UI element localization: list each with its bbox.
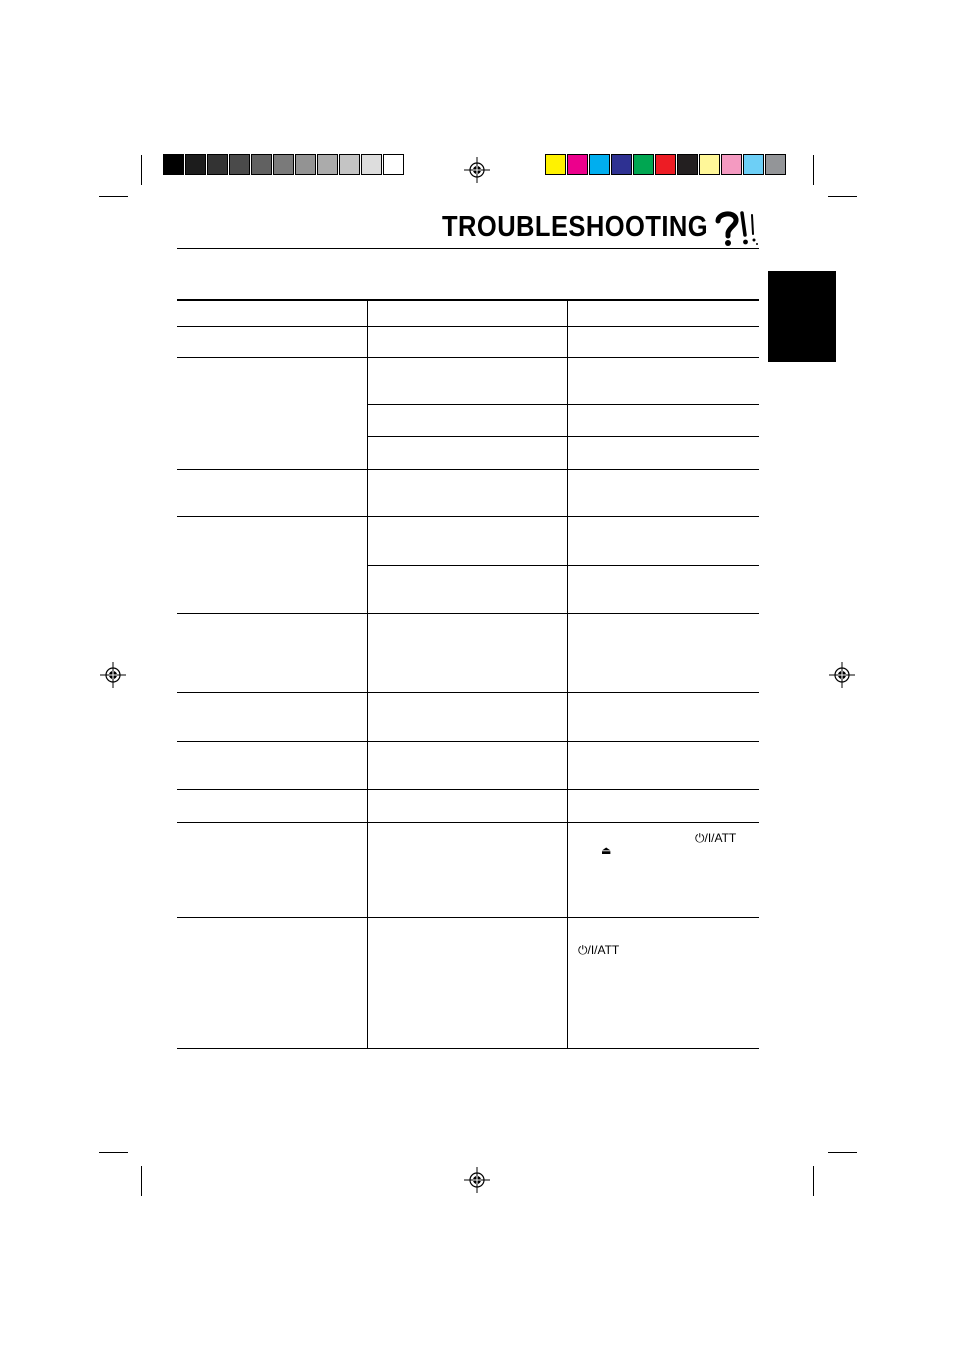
- crop-mark-top-right-h: [828, 196, 857, 197]
- table-row: [177, 326, 759, 327]
- registration-mark-icon: [100, 662, 126, 688]
- color-swatch: [295, 154, 316, 175]
- question-exclamation-icon: [712, 209, 760, 247]
- power-att-symbol: ⏻/I/ATT: [578, 943, 620, 957]
- color-swatch: [383, 154, 404, 175]
- table-bottom-rule: [177, 1048, 759, 1049]
- registration-mark-icon: [464, 1167, 490, 1193]
- table-row: [177, 692, 759, 693]
- table-row: [177, 789, 759, 790]
- color-bar: [545, 154, 787, 175]
- page-title: TROUBLESHOOTING: [442, 211, 709, 243]
- table-header-top-rule: [177, 299, 759, 301]
- table-subrow: [367, 404, 759, 405]
- table-row: [177, 613, 759, 614]
- color-swatch: [339, 154, 360, 175]
- eject-icon: ⏏: [601, 845, 612, 857]
- color-swatch: [207, 154, 228, 175]
- crop-mark-bottom-left-h: [99, 1152, 128, 1153]
- table-row: [177, 822, 759, 823]
- crop-mark-bottom-left-v: [141, 1166, 142, 1196]
- table-subrow: [367, 565, 759, 566]
- color-swatch: [743, 154, 764, 175]
- crop-mark-bottom-right-h: [828, 1152, 857, 1153]
- color-swatch: [721, 154, 742, 175]
- table-row: [177, 357, 759, 358]
- table-column-divider: [567, 300, 568, 1048]
- black-tab-marker: [768, 271, 836, 362]
- grayscale-bar: [163, 154, 405, 175]
- crop-mark-bottom-right-v: [813, 1166, 814, 1196]
- title-rule: [177, 248, 759, 249]
- color-swatch: [765, 154, 786, 175]
- crop-mark-top-left-v: [141, 155, 142, 185]
- color-swatch: [699, 154, 720, 175]
- color-swatch: [545, 154, 566, 175]
- crop-mark-top-right-v: [813, 155, 814, 185]
- registration-mark-icon: [464, 157, 490, 183]
- table-row: [177, 741, 759, 742]
- registration-mark-icon: [829, 662, 855, 688]
- table-column-divider: [367, 300, 368, 1048]
- color-swatch: [567, 154, 588, 175]
- color-swatch: [633, 154, 654, 175]
- color-swatch: [185, 154, 206, 175]
- color-swatch: [655, 154, 676, 175]
- color-swatch: [251, 154, 272, 175]
- table-row: [177, 516, 759, 517]
- table-subrow: [367, 436, 759, 437]
- table-row: [177, 469, 759, 470]
- power-att-symbol: ⏻/I/ATT: [695, 831, 737, 845]
- color-swatch: [589, 154, 610, 175]
- crop-mark-top-left-h: [99, 196, 128, 197]
- color-swatch: [229, 154, 250, 175]
- table-row: [177, 917, 759, 918]
- color-swatch: [273, 154, 294, 175]
- color-swatch: [163, 154, 184, 175]
- color-swatch: [677, 154, 698, 175]
- color-swatch: [611, 154, 632, 175]
- color-swatch: [317, 154, 338, 175]
- color-swatch: [361, 154, 382, 175]
